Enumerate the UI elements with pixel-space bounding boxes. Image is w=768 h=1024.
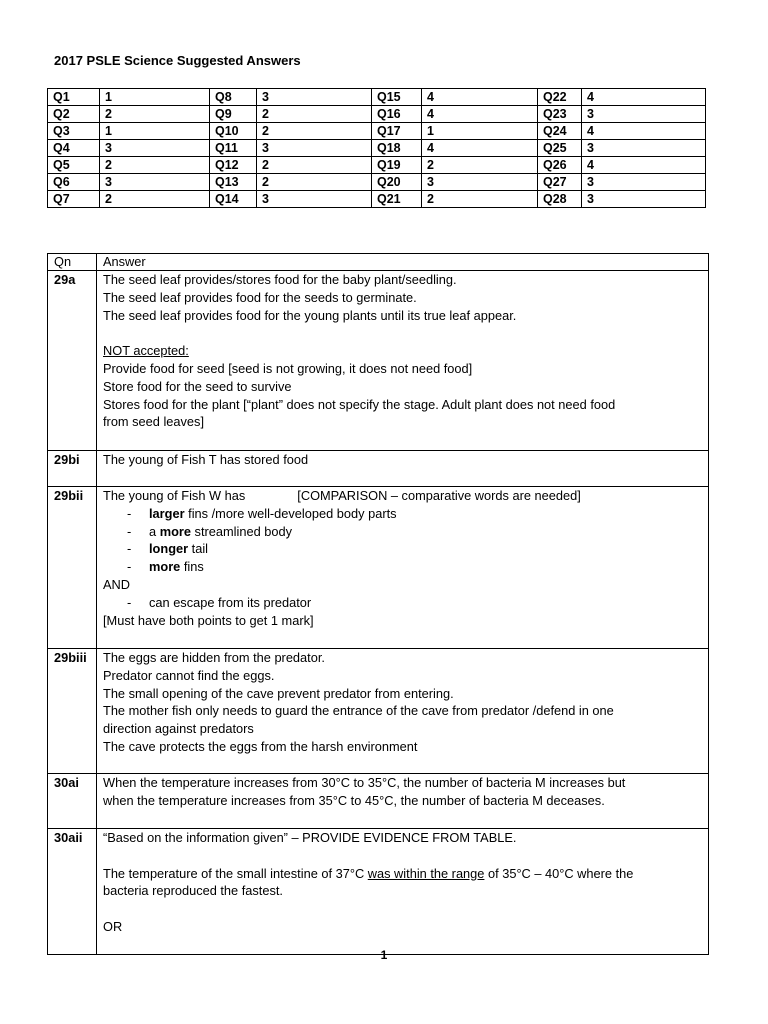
mcq-answer: 2 [257,106,372,123]
answer-30aii [97,829,709,955]
mcq-question: Q12 [210,157,257,174]
mcq-answer: 3 [257,89,372,106]
mcq-row [48,106,706,123]
answer-30ai [97,774,709,829]
answer-line: The small opening of the cave prevent predator from entering. [103,685,454,701]
answer-row-29a [48,271,709,451]
answer-line: The seed leaf provides/stores food for the baby plant/seedling. [103,272,457,287]
mcq-answer: 2 [422,157,538,174]
mcq-question: Q16 [372,106,422,123]
mcq-answer: 3 [422,174,538,191]
mcq-answer: 1 [100,123,210,140]
mcq-question: Q10 [210,123,257,140]
mcq-answer: 2 [100,106,210,123]
page-title: 2017 PSLE Science Suggested Answers [54,53,301,68]
answer-line: The eggs are hidden from the predator. [103,650,325,665]
answer-line: Predator cannot find the eggs. [103,667,275,683]
mcq-answer: 1 [422,123,538,140]
mcq-question: Q3 [48,123,100,140]
mcq-question: Q7 [48,191,100,208]
not-accepted-label: NOT accepted: [103,343,189,359]
answer-line: The temperature of the small intestine of 37°C was within the range of 35°C – 40°C where the [103,865,634,881]
mcq-question: Q24 [538,123,582,140]
mcq-answer: 3 [100,140,210,157]
mcq-answer: 3 [582,174,706,191]
qn-29a: 29a [48,271,97,451]
mcq-question: Q8 [210,89,257,106]
header-qn: Qn [48,254,97,271]
bullet-item: - longer tail [127,541,209,557]
and-label: AND [103,576,131,592]
not-accepted-line: Stores food for the plant [“plant” does not specify the stage. Adult plant does not need food [103,396,616,412]
answer-line: when the temperature increases from 35°C to 45°C, the number of bacteria M deceases. [103,792,605,808]
mcq-table-body [48,89,706,208]
mcq-row [48,174,706,191]
comparison-note: [COMPARISON – comparative words are needed] [297,488,581,503]
answers-header-row [48,254,709,271]
mcq-answer: 4 [422,140,538,157]
underlined-phrase: was within the range [367,865,485,881]
answer-29biii [97,649,709,774]
mcq-question: Q27 [538,174,582,191]
not-accepted-line: Provide food for seed [seed is not growing, it does not need food] [103,360,473,376]
answer-row-29biii [48,649,709,774]
mcq-question: Q18 [372,140,422,157]
mcq-question: Q14 [210,191,257,208]
mcq-answer: 4 [582,89,706,106]
mcq-question: Q11 [210,140,257,157]
mcq-answer: 2 [100,157,210,174]
mcq-answers-table [47,88,706,208]
bullet-item: - more fins [127,559,204,575]
answer-line: bacteria reproduced the fastest. [103,883,283,899]
mcq-row [48,140,706,157]
mcq-question: Q17 [372,123,422,140]
mcq-question: Q22 [538,89,582,106]
mcq-answer: 2 [257,123,372,140]
bullet-item: - can escape from its predator [127,594,312,610]
mcq-row [48,123,706,140]
answer-row-30aii [48,829,709,955]
mcq-answer: 2 [257,157,372,174]
mcq-question: Q4 [48,140,100,157]
answer-line: When the temperature increases from 30°C to 35°C, the number of bacteria M increases but [103,775,626,790]
mcq-question: Q26 [538,157,582,174]
mcq-answer: 4 [422,106,538,123]
answer-line: The young of Fish T has stored food [103,452,309,467]
mcq-question: Q6 [48,174,100,191]
bullet-item: - a more streamlined body [127,523,292,539]
answer-line: The seed leaf provides food for the young plants until its true leaf appear. [103,307,517,323]
mcq-question: Q15 [372,89,422,106]
bullet-item: - larger fins /more well-developed body parts [127,505,397,521]
mcq-question: Q19 [372,157,422,174]
qn-30aii: 30aii [48,829,97,955]
mcq-answer: 2 [100,191,210,208]
mcq-question: Q1 [48,89,100,106]
mcq-row [48,157,706,174]
mcq-question: Q21 [372,191,422,208]
not-accepted-line: Store food for the seed to survive [103,378,292,394]
mcq-answer: 4 [582,157,706,174]
answers-table [47,253,709,955]
answer-footer: [Must have both points to get 1 mark] [103,612,314,628]
page-number: 1 [380,948,388,962]
mcq-answer: 4 [582,123,706,140]
answer-row-29bii [48,487,709,649]
mcq-question: Q9 [210,106,257,123]
answer-line: The seed leaf provides food for the seeds to germinate. [103,289,417,305]
qn-29bii: 29bii [48,487,97,649]
or-label: OR [103,918,123,934]
header-answer: Answer [97,254,709,271]
mcq-answer: 3 [582,106,706,123]
mcq-question: Q23 [538,106,582,123]
mcq-answer: 3 [100,174,210,191]
mcq-question: Q2 [48,106,100,123]
answer-line: The mother fish only needs to guard the entrance of the cave from predator /defend in one [103,703,614,719]
mcq-answer: 2 [422,191,538,208]
mcq-question: Q25 [538,140,582,157]
mcq-question: Q5 [48,157,100,174]
answer-line: “Based on the information given” – PROVIDE EVIDENCE FROM TABLE. [103,830,517,845]
mcq-question: Q13 [210,174,257,191]
mcq-answer: 3 [582,191,706,208]
mcq-answer: 3 [582,140,706,157]
not-accepted-line: from seed leaves] [103,414,205,430]
answer-29bi [97,451,709,487]
answer-row-30ai [48,774,709,829]
mcq-answer: 3 [257,191,372,208]
answer-line: The cave protects the eggs from the harsh environment [103,738,418,754]
mcq-row [48,191,706,208]
mcq-question: Q20 [372,174,422,191]
answer-line [103,487,702,505]
answer-line: direction against predators [103,721,254,737]
mcq-answer: 1 [100,89,210,106]
answer-row-29bi [48,451,709,487]
qn-29bi: 29bi [48,451,97,487]
answer-29a [97,271,709,451]
intro-text: The young of Fish W has [103,488,246,503]
mcq-answer: 3 [257,140,372,157]
qn-30ai: 30ai [48,774,97,829]
qn-29biii: 29biii [48,649,97,774]
mcq-question: Q28 [538,191,582,208]
mcq-answer: 4 [422,89,538,106]
mcq-row [48,89,706,106]
answer-29bii [97,487,709,649]
mcq-answer: 2 [257,174,372,191]
